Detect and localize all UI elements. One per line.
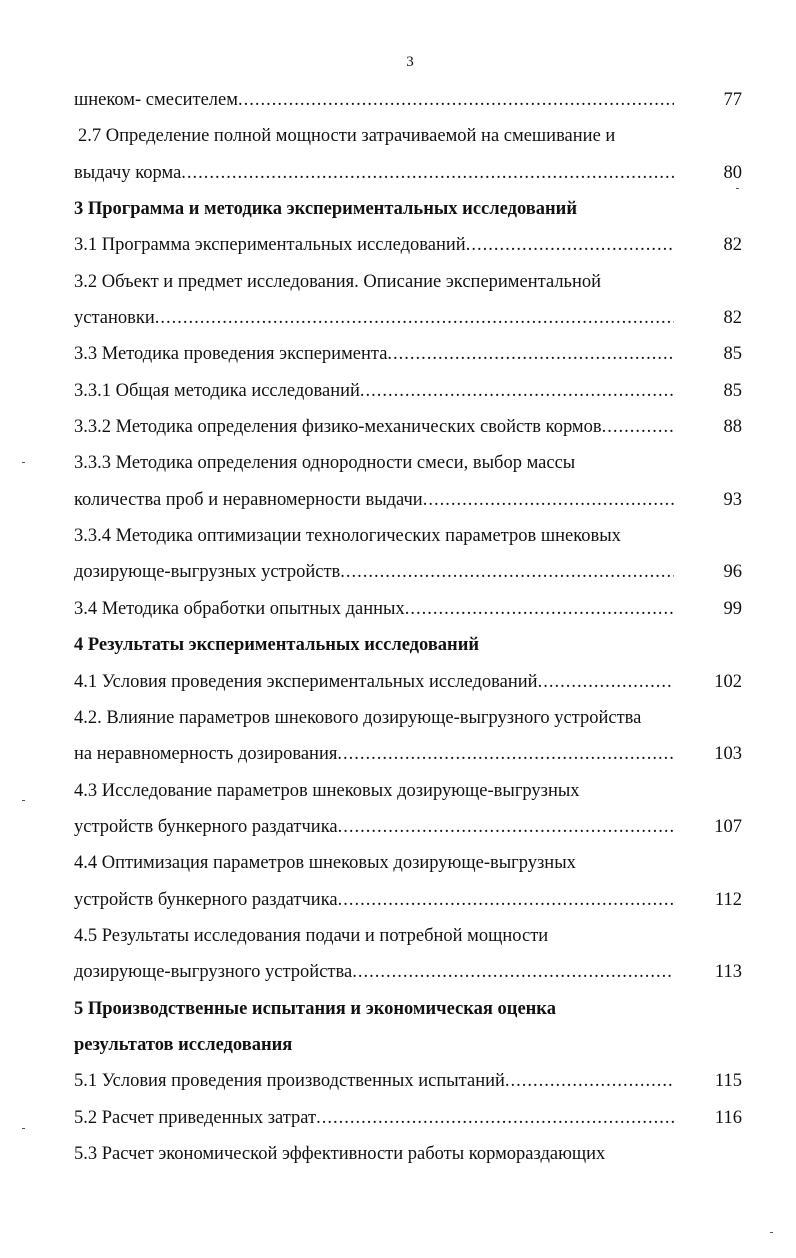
toc-entry-title: 4.3 Исследование параметров шнековых дозирующе-выгрузных [74, 780, 580, 801]
toc-page-number: 85 [723, 380, 742, 401]
toc-entry [74, 591, 746, 627]
toc-entry-title: выдачу корма [74, 162, 182, 183]
toc-page-number: 102 [714, 671, 742, 692]
toc-page-number: 107 [714, 816, 742, 837]
toc-page-number: 116 [714, 1107, 742, 1128]
toc-page-number: 99 [723, 598, 742, 619]
toc-section-heading: результатов исследования [74, 1034, 293, 1055]
toc-leader-dots [238, 82, 674, 118]
toc-entry-title: дозирующе-выгрузных устройств [74, 562, 341, 583]
toc-page-number: 85 [723, 344, 742, 365]
toc-section-heading: 4 Результаты экспериментальных исследований [74, 635, 480, 656]
toc-entry-title: 4.1 Условия проведения экспериментальных исследований [74, 671, 538, 692]
toc-entry-title: 5.2 Расчет приведенных затрат [74, 1107, 317, 1128]
toc-entry [74, 1100, 746, 1136]
toc-page-number: 113 [714, 962, 742, 983]
toc-leader-dots [387, 336, 674, 372]
toc-entry [74, 373, 746, 409]
toc-entry-title: количества проб и неравномерности выдачи [74, 489, 423, 510]
toc-page-number: 112 [714, 889, 742, 910]
toc-leader-dots [155, 300, 674, 336]
toc-page-number: 88 [723, 417, 742, 438]
toc-leader-dots [360, 373, 674, 409]
toc-entry-title: 3.2 Объект и предмет исследования. Описание экспериментальной [74, 271, 602, 292]
scan-speck [22, 800, 25, 801]
toc-entry [74, 336, 746, 372]
scan-speck [22, 462, 25, 463]
toc-page-number: 77 [723, 90, 742, 110]
toc-section-heading: 5 Производственные испытания и экономическая оценка [74, 998, 556, 1019]
toc-leader-dots [337, 736, 674, 772]
toc-entry-title: на неравномерность дозирования [74, 744, 338, 765]
toc-page-number: 82 [723, 308, 742, 329]
scan-speck [736, 188, 739, 189]
toc-entry-title: 3.3.2 Методика определения физико-механических свойств кормов [74, 417, 602, 438]
toc-entry-title: устройств бункерного раздатчика [74, 889, 338, 910]
toc-entry-title: 3.1 Программа экспериментальных исследований [74, 235, 466, 256]
toc-entry [74, 809, 746, 845]
toc-leader-dots [338, 809, 674, 845]
toc-leader-dots [602, 409, 674, 445]
toc-entry [74, 1063, 746, 1099]
toc-leader-dots [338, 882, 674, 918]
toc-page-number: 115 [714, 1071, 742, 1092]
toc-entry-title: установки [74, 308, 155, 329]
toc-entry [74, 227, 746, 263]
toc-entry [74, 82, 746, 118]
toc-leader-dots [340, 554, 674, 590]
page-number: 3 [406, 54, 414, 70]
toc-leader-dots [423, 482, 674, 518]
toc-leader-dots [538, 664, 674, 700]
toc-leader-dots [352, 954, 674, 990]
toc-entry-title: 3.3.4 Методика оптимизации технологических параметров шнековых [74, 526, 621, 547]
toc-page-number: 103 [714, 744, 742, 765]
toc-entry-title: 3.4 Методика обработки опытных данных [74, 598, 405, 619]
toc-entry [74, 664, 746, 700]
toc-entry [74, 155, 746, 191]
scan-speck [770, 1232, 773, 1233]
toc-page-number: 96 [723, 562, 742, 583]
toc-entry-title: 4.5 Результаты исследования подачи и потребной мощности [74, 925, 549, 946]
toc-leader-dots [505, 1063, 674, 1099]
toc-entry [74, 300, 746, 336]
toc-leader-dots [405, 591, 674, 627]
toc-entry [74, 882, 746, 918]
toc-entry-title: шнеком- смесителем [74, 90, 238, 110]
toc-entry-title: 4.4 Оптимизация параметров шнековых дозирующе-выгрузных [74, 853, 576, 874]
scan-speck [22, 1128, 25, 1129]
toc-entry [74, 736, 746, 772]
toc-page-number: 82 [723, 235, 742, 256]
toc-page-number: 80 [723, 162, 742, 183]
toc-leader-dots [466, 227, 674, 263]
toc-entry-title: 5.3 Расчет экономической эффективности работы кормораздающих [74, 1143, 606, 1164]
toc-entry-title: 3.3 Методика проведения эксперимента [74, 344, 388, 365]
toc-entry [74, 554, 746, 590]
toc-entry-title: устройств бункерного раздатчика [74, 816, 338, 837]
toc-entry [74, 954, 746, 990]
toc-entry-title: 2.7 Определение полной мощности затрачиваемой на смешивание и [78, 126, 616, 147]
toc-entry [74, 409, 746, 445]
toc-entry-title: дозирующе-выгрузного устройства [74, 962, 353, 983]
toc-entry-title: 4.2. Влияние параметров шнекового дозирующе-выгрузного устройства [74, 707, 642, 728]
toc-leader-dots [181, 155, 674, 191]
toc-leader-dots [316, 1100, 674, 1136]
toc-section-heading: 3 Программа и методика экспериментальных исследований [74, 199, 577, 220]
table-of-contents [74, 82, 746, 1172]
toc-page-number: 93 [723, 489, 742, 510]
toc-entry-title: 3.3.3 Методика определения однородности смеси, выбор массы [74, 453, 576, 474]
toc-entry-title: 5.1 Условия проведения производственных испытаний [74, 1071, 505, 1092]
toc-entry [74, 482, 746, 518]
toc-entry-title: 3.3.1 Общая методика исследований [74, 380, 360, 401]
